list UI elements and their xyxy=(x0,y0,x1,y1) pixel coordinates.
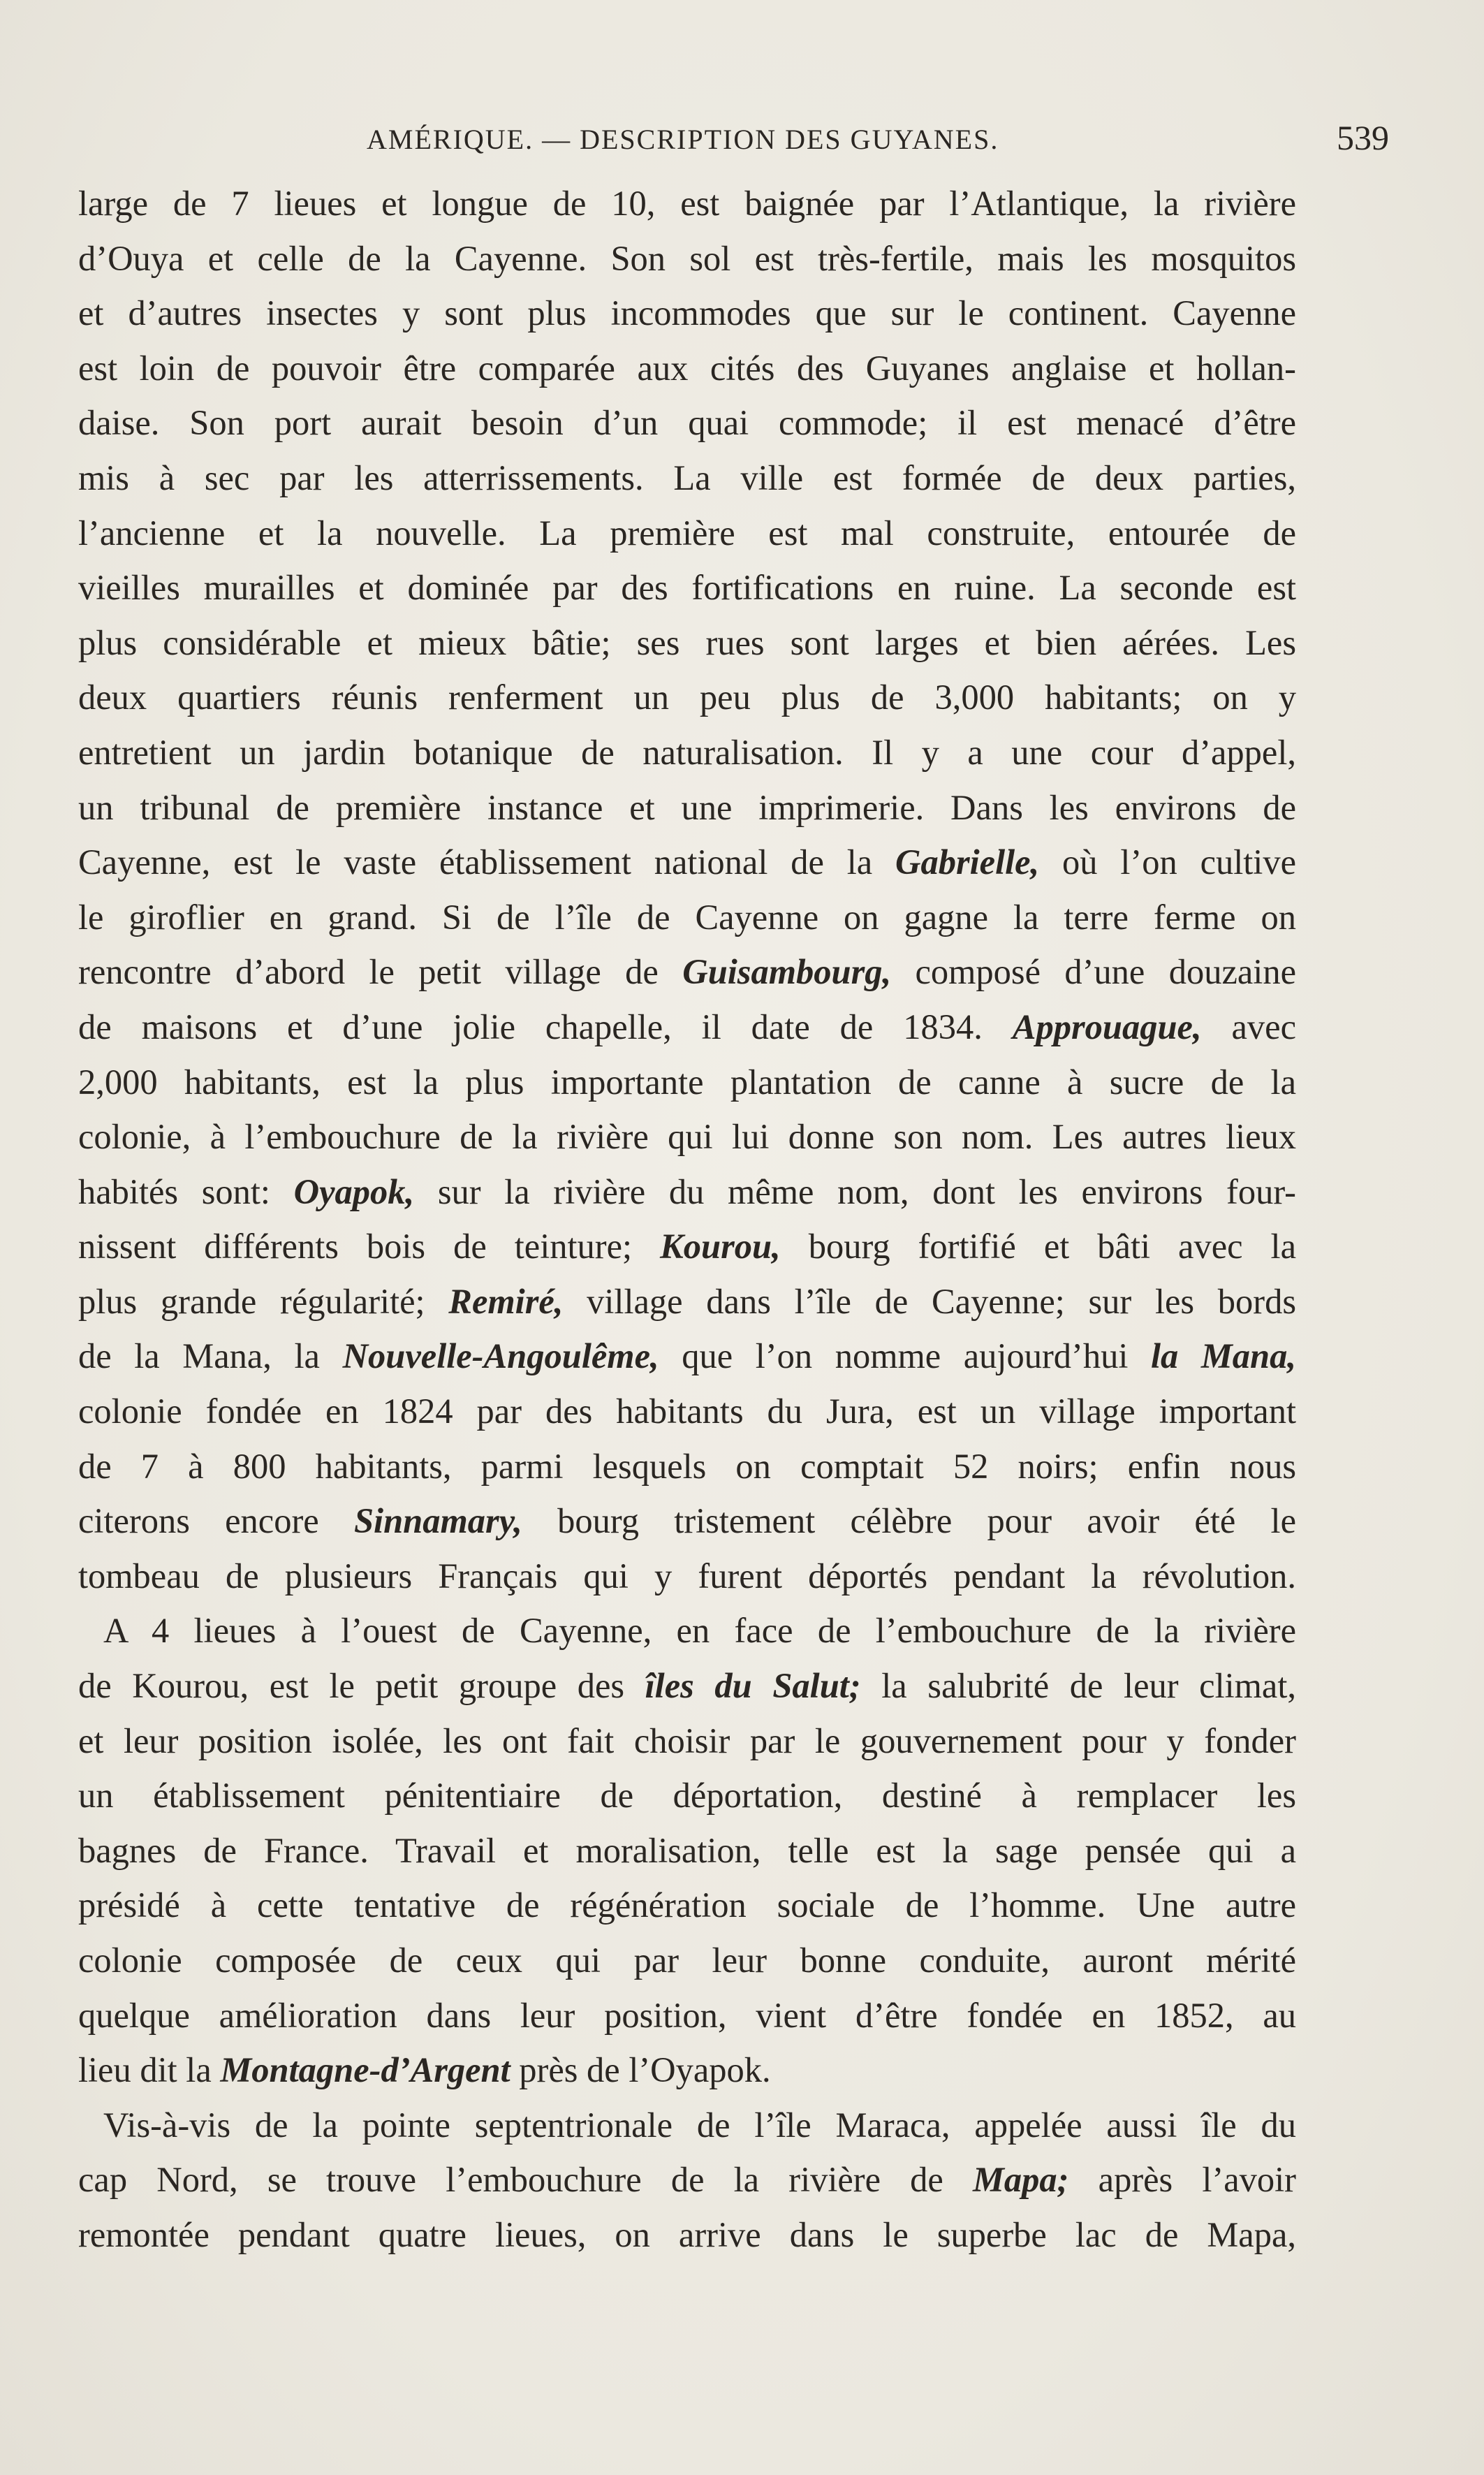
page-number: 539 xyxy=(1337,118,1389,157)
text-line: 2,000 habitants, est la plus importante plantation de canne à sucre de la xyxy=(78,1062,1296,1102)
text-line: bagnes de France. Travail et moralisation, telle est la sage pensée qui a xyxy=(78,1830,1296,1870)
text-line: un tribunal de première instance et une imprimerie. Dans les environs de xyxy=(78,787,1296,827)
text-line: un établissement pénitentiaire de déportation, destiné à remplacer les xyxy=(78,1776,1296,1816)
text-line: de 7 à 800 habitants, parmi lesquels on comptait 52 noirs; enfin nous xyxy=(78,1446,1296,1486)
text-line: de la Mana, la Nouvelle-Angoulême, que l’on nomme aujourd’hui la Mana, xyxy=(78,1336,1296,1376)
text-line: daise. Son port aurait besoin d’un quai commode; il est menacé d’être xyxy=(78,403,1296,443)
running-title: AMÉRIQUE. — DESCRIPTION DES GUYANES. xyxy=(367,124,999,155)
text-line: de maisons et d’une jolie chapelle, il date de 1834. Approuague, avec xyxy=(78,1007,1296,1046)
text-line: lieu dit la Montagne-d’Argent près de l’Oyapok. xyxy=(78,2050,771,2090)
text-line: Cayenne, est le vaste établissement national de la Gabrielle, où l’on cultive xyxy=(78,842,1296,882)
place-name: Guisambourg, xyxy=(682,952,892,992)
text-line: entretient un jardin botanique de naturalisation. Il y a une cour d’appel, xyxy=(78,732,1296,772)
text-line: deux quartiers réunis renferment un peu plus de 3,000 habitants; on y xyxy=(78,678,1296,717)
text-line: large de 7 lieues et longue de 10, est baignée par l’Atlantique, la rivière xyxy=(78,184,1296,223)
place-name: Oyapok, xyxy=(293,1171,415,1211)
text-line: de Kourou, est le petit groupe des îles du Salut; la salubrité de leur climat, xyxy=(78,1666,1297,1706)
place-name: Approuague, xyxy=(1012,1007,1202,1046)
text-line: Vis-à-vis de la pointe septentrionale de l’île Maraca, appelée aussi île du xyxy=(103,2105,1296,2145)
text-line: mis à sec par les atterrissements. La ville est formée de deux parties, xyxy=(78,458,1296,497)
place-name: Kourou, xyxy=(660,1227,781,1266)
place-name: la Mana, xyxy=(1150,1336,1296,1376)
text-line: citerons encore Sinnamary, bourg tristement célèbre pour avoir été le xyxy=(78,1501,1296,1541)
text-line: habités sont: Oyapok, sur la rivière du même nom, dont les environs four- xyxy=(78,1171,1296,1211)
text-line: présidé à cette tentative de régénération sociale de l’homme. Une autre xyxy=(78,1885,1296,1925)
text-line: colonie composée de ceux qui par leur bonne conduite, auront mérité xyxy=(78,1941,1296,1980)
place-name: Sinnamary, xyxy=(353,1501,522,1541)
text-line: plus grande régularité; Remiré, village dans l’île de Cayenne; sur les bords xyxy=(78,1281,1297,1321)
place-name: Remiré, xyxy=(448,1281,564,1321)
text-line: plus considérable et mieux bâtie; ses rues sont larges et bien aérées. Les xyxy=(78,622,1296,662)
place-name: îles du Salut; xyxy=(645,1666,861,1706)
text-line: tombeau de plusieurs Français qui y furent déportés pendant la révolution. xyxy=(78,1556,1296,1596)
body-text xyxy=(78,176,1296,2263)
text-line: et leur position isolée, les ont fait choisir par le gouvernement pour y fonder xyxy=(78,1721,1296,1760)
text-line: quelque amélioration dans leur position, vient d’être fondée en 1852, au xyxy=(78,1995,1296,2035)
text-line: vieilles murailles et dominée par des fortifications en ruine. La seconde est xyxy=(78,568,1296,608)
place-name: Montagne-d’Argent xyxy=(220,2050,510,2090)
text-line: A 4 lieues à l’ouest de Cayenne, en face de l’embouchure de la rivière xyxy=(103,1611,1296,1651)
text-line: est loin de pouvoir être comparée aux cités des Guyanes anglaise et hollan- xyxy=(78,348,1296,388)
text-line: colonie fondée en 1824 par des habitants du Jura, est un village important xyxy=(78,1392,1296,1431)
text-line: remontée pendant quatre lieues, on arrive dans le superbe lac de Mapa, xyxy=(78,2214,1296,2254)
place-name: Gabrielle, xyxy=(895,842,1040,882)
text-line: d’Ouya et celle de la Cayenne. Son sol est très-fertile, mais les mosquitos xyxy=(78,238,1296,278)
text-line: nissent différents bois de teinture; Kourou, bourg fortifié et bâti avec la xyxy=(78,1227,1296,1266)
place-name: Nouvelle-Angoulême, xyxy=(342,1336,659,1376)
text-line: et d’autres insectes y sont plus incommodes que sur le continent. Cayenne xyxy=(78,293,1296,333)
text-line: le giroflier en grand. Si de l’île de Cayenne on gagne la terre ferme on xyxy=(78,897,1296,937)
text-line: colonie, à l’embouchure de la rivière qui lui donne son nom. Les autres lieux xyxy=(78,1117,1296,1157)
place-name: Mapa; xyxy=(973,2160,1069,2200)
text-line: l’ancienne et la nouvelle. La première est mal construite, entourée de xyxy=(78,513,1296,553)
page-header xyxy=(80,118,1389,165)
text-line: cap Nord, se trouve l’embouchure de la rivière de Mapa; après l’avoir xyxy=(78,2160,1296,2200)
text-line: rencontre d’abord le petit village de Guisambourg, composé d’une douzaine xyxy=(78,952,1296,992)
